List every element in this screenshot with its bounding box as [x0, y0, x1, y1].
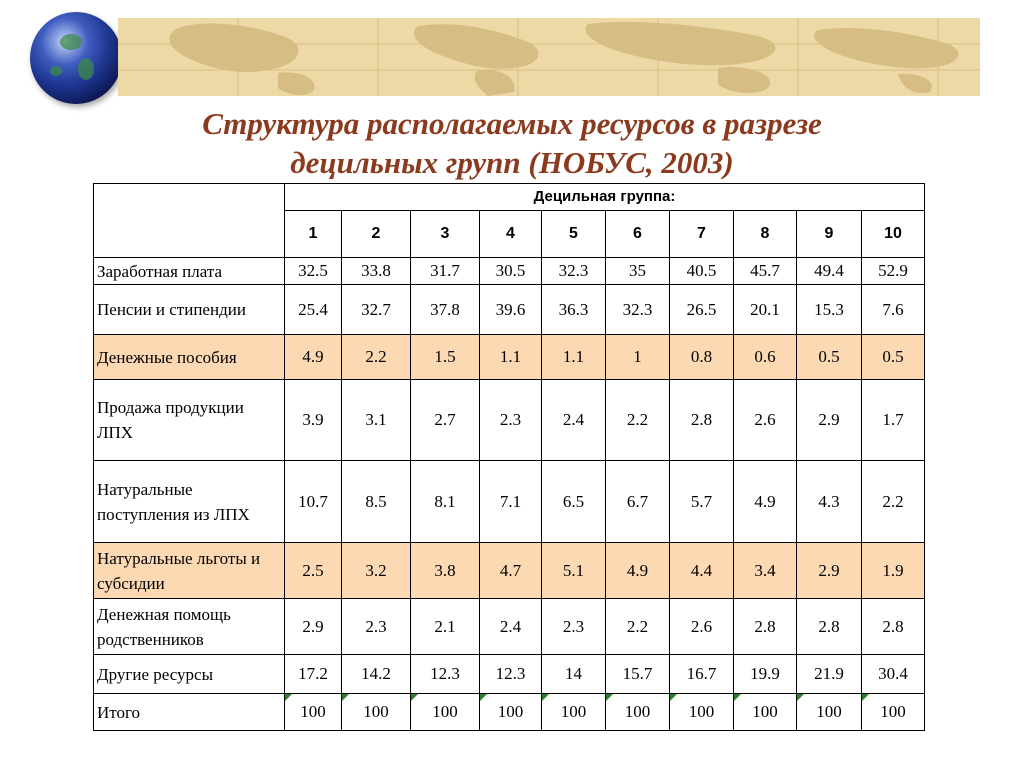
- value-cell: [734, 694, 797, 731]
- value-cell: 0.6: [734, 335, 797, 380]
- value-cell: 0.8: [670, 335, 734, 380]
- value-cell: [285, 694, 342, 731]
- row-label: Заработная плата: [94, 258, 285, 285]
- value-cell: 12.3: [411, 655, 480, 694]
- cell-marker-icon: [285, 694, 292, 701]
- value-cell: 32.7: [342, 285, 411, 335]
- value-cell: 2.2: [862, 461, 925, 543]
- value-cell: 19.9: [734, 655, 797, 694]
- value-cell: 1: [606, 335, 670, 380]
- row-label: Итого: [94, 694, 285, 731]
- value-text: 100: [497, 702, 524, 721]
- value-cell: 4.3: [797, 461, 862, 543]
- value-cell: 2.8: [862, 599, 925, 655]
- value-cell: 2.4: [542, 380, 606, 461]
- value-cell: 4.7: [480, 543, 542, 599]
- world-map-banner: [118, 18, 980, 96]
- cell-marker-icon: [411, 694, 418, 701]
- value-cell: 1.1: [480, 335, 542, 380]
- value-cell: [480, 694, 542, 731]
- value-cell: 2.2: [342, 335, 411, 380]
- column-header: 5: [542, 211, 606, 258]
- value-cell: 16.7: [670, 655, 734, 694]
- value-cell: 2.8: [734, 599, 797, 655]
- value-cell: 1.7: [862, 380, 925, 461]
- table-row: [94, 655, 925, 694]
- value-cell: 3.1: [342, 380, 411, 461]
- value-cell: 37.8: [411, 285, 480, 335]
- table-row: [94, 543, 925, 599]
- value-cell: 2.9: [797, 380, 862, 461]
- column-header: 2: [342, 211, 411, 258]
- cell-marker-icon: [734, 694, 741, 701]
- value-cell: 40.5: [670, 258, 734, 285]
- value-cell: 35: [606, 258, 670, 285]
- row-label: Денежные пособия: [94, 335, 285, 380]
- value-cell: 26.5: [670, 285, 734, 335]
- value-cell: 2.2: [606, 599, 670, 655]
- column-header: 1: [285, 211, 342, 258]
- value-cell: 2.6: [734, 380, 797, 461]
- value-text: 100: [816, 702, 842, 721]
- value-cell: 31.7: [411, 258, 480, 285]
- value-cell: 6.5: [542, 461, 606, 543]
- column-header: 9: [797, 211, 862, 258]
- value-cell: 3.8: [411, 543, 480, 599]
- value-cell: 6.7: [606, 461, 670, 543]
- column-header: 7: [670, 211, 734, 258]
- table-row: [94, 461, 925, 543]
- value-cell: 2.7: [411, 380, 480, 461]
- value-cell: 5.1: [542, 543, 606, 599]
- value-cell: 49.4: [797, 258, 862, 285]
- column-header: 3: [411, 211, 480, 258]
- cell-marker-icon: [480, 694, 487, 701]
- value-text: 100: [624, 702, 651, 721]
- value-cell: 2.8: [670, 380, 734, 461]
- row-label: Денежная помощь родственников: [94, 599, 285, 655]
- value-cell: 2.1: [411, 599, 480, 655]
- value-cell: [542, 694, 606, 731]
- value-cell: [670, 694, 734, 731]
- cell-marker-icon: [606, 694, 613, 701]
- cell-marker-icon: [670, 694, 677, 701]
- value-cell: 0.5: [797, 335, 862, 380]
- value-cell: 2.3: [480, 380, 542, 461]
- value-cell: 2.9: [285, 599, 342, 655]
- value-cell: 39.6: [480, 285, 542, 335]
- value-cell: 1.1: [542, 335, 606, 380]
- value-cell: 1.5: [411, 335, 480, 380]
- value-text: 100: [752, 702, 778, 721]
- corner-cell: [94, 184, 285, 258]
- value-cell: 32.3: [606, 285, 670, 335]
- row-label: Натуральные поступления из ЛПХ: [94, 461, 285, 543]
- value-cell: 30.4: [862, 655, 925, 694]
- value-cell: 33.8: [342, 258, 411, 285]
- value-cell: 4.9: [734, 461, 797, 543]
- decile-table: [93, 183, 925, 731]
- value-cell: 14.2: [342, 655, 411, 694]
- value-cell: 3.9: [285, 380, 342, 461]
- value-cell: 10.7: [285, 461, 342, 543]
- value-cell: 36.3: [542, 285, 606, 335]
- value-cell: 14: [542, 655, 606, 694]
- title-line-1: Структура располагаемых ресурсов в разрезе: [202, 106, 822, 141]
- value-cell: 21.9: [797, 655, 862, 694]
- value-text: 100: [432, 702, 458, 721]
- value-cell: 0.5: [862, 335, 925, 380]
- value-cell: 15.3: [797, 285, 862, 335]
- value-cell: 3.4: [734, 543, 797, 599]
- column-header: 8: [734, 211, 797, 258]
- value-cell: 2.3: [342, 599, 411, 655]
- column-header: 6: [606, 211, 670, 258]
- table-row: [94, 335, 925, 380]
- value-cell: 2.8: [797, 599, 862, 655]
- value-cell: 7.6: [862, 285, 925, 335]
- value-cell: 2.6: [670, 599, 734, 655]
- cell-marker-icon: [342, 694, 349, 701]
- value-cell: 5.7: [670, 461, 734, 543]
- group-header: Децильная группа:: [285, 184, 925, 211]
- value-cell: 30.5: [480, 258, 542, 285]
- value-cell: 2.9: [797, 543, 862, 599]
- table-row: [94, 285, 925, 335]
- table-row: [94, 380, 925, 461]
- value-cell: 8.1: [411, 461, 480, 543]
- value-cell: 2.4: [480, 599, 542, 655]
- value-cell: [342, 694, 411, 731]
- value-cell: 2.3: [542, 599, 606, 655]
- value-cell: 25.4: [285, 285, 342, 335]
- table-row: [94, 258, 925, 285]
- page-title: [100, 104, 924, 182]
- value-cell: 17.2: [285, 655, 342, 694]
- value-cell: 2.2: [606, 380, 670, 461]
- table-row: [94, 599, 925, 655]
- value-text: 100: [880, 702, 906, 721]
- column-header: 10: [862, 211, 925, 258]
- value-cell: 12.3: [480, 655, 542, 694]
- value-cell: 2.5: [285, 543, 342, 599]
- row-label: Натуральные льготы и субсидии: [94, 543, 285, 599]
- globe-logo: [30, 12, 122, 104]
- value-cell: 1.9: [862, 543, 925, 599]
- cell-marker-icon: [797, 694, 804, 701]
- value-cell: [797, 694, 862, 731]
- value-text: 100: [560, 702, 587, 721]
- value-cell: [862, 694, 925, 731]
- value-cell: 20.1: [734, 285, 797, 335]
- cell-marker-icon: [542, 694, 549, 701]
- table-row: [94, 694, 925, 731]
- value-text: 100: [688, 702, 715, 721]
- value-cell: 32.5: [285, 258, 342, 285]
- value-cell: 32.3: [542, 258, 606, 285]
- cell-marker-icon: [862, 694, 869, 701]
- value-cell: 7.1: [480, 461, 542, 543]
- value-cell: 15.7: [606, 655, 670, 694]
- value-cell: 45.7: [734, 258, 797, 285]
- row-label: Продажа продукции ЛПХ: [94, 380, 285, 461]
- value-cell: 4.9: [285, 335, 342, 380]
- column-header: 4: [480, 211, 542, 258]
- value-text: 100: [300, 702, 326, 721]
- value-cell: 52.9: [862, 258, 925, 285]
- value-text: 100: [363, 702, 389, 721]
- value-cell: [411, 694, 480, 731]
- row-label: Другие ресурсы: [94, 655, 285, 694]
- value-cell: 8.5: [342, 461, 411, 543]
- row-label: Пенсии и стипендии: [94, 285, 285, 335]
- title-line-2: децильных групп (НОБУС, 2003): [290, 145, 734, 180]
- value-cell: [606, 694, 670, 731]
- value-cell: 4.4: [670, 543, 734, 599]
- value-cell: 4.9: [606, 543, 670, 599]
- value-cell: 3.2: [342, 543, 411, 599]
